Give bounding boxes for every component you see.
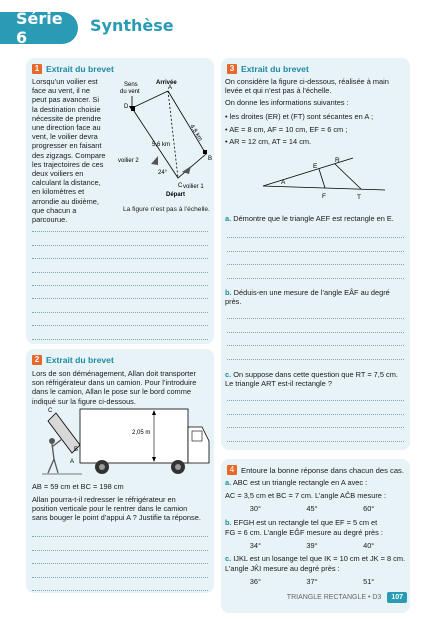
mcq-a-choices [227,504,397,513]
choice-option[interactable]: 36° [249,577,261,586]
question-text: Démontre que le triangle AEF est rectangle en E. [233,214,394,223]
mcq-b-line1 [225,518,377,527]
point-b: B [208,156,213,162]
point-a: A [70,459,75,465]
text-line: parcourue. [32,215,68,225]
text-line: position verticale pour le rentrer dans le camion [32,504,188,514]
text-line: son réfrigérateur dans un camion. Pour l’introduire [32,378,197,388]
mcq-a-line1 [225,478,367,487]
text-line: dans le camion, Allan le pose sur le bord comme [32,387,191,397]
exercise-3-title [227,64,309,74]
text-line: la destination choisie [32,104,101,114]
question-text: EFGH est un rectangle tel que EF = 5 cm et [233,518,378,527]
exercise-3-given: On donne les informations suivantes : [225,98,349,107]
answer-lines[interactable] [32,524,208,591]
text-line: arrondie au dixième, [32,196,99,206]
choice-option[interactable]: 39° [306,541,318,550]
exercise-2-box [26,349,214,593]
bullet-item: • AE = 8 cm, AF = 10 cm, EF = 6 cm ; [225,124,348,134]
question-b [225,288,409,306]
point-d: D [124,104,129,110]
length-label: 5,6 km [152,142,171,148]
point-c: C [48,408,53,414]
choice-option[interactable]: 40° [363,541,375,550]
exercise-1-title [32,64,114,74]
exercise-3-box [221,58,410,450]
mcq-b-choices [227,541,397,550]
exercise-2-text [32,369,212,406]
question-text: ABC est un triangle rectangle en A avec : [232,478,368,487]
point-t: T [357,194,361,201]
exercise-source: Extrait du brevet [46,355,114,365]
exercise-1-text [32,77,118,224]
text-line: levée et qui n’est pas à l’échelle. [225,86,332,96]
height-label: 2,05 m [132,430,151,436]
point-e: E [313,163,318,170]
answer-lines[interactable] [227,388,404,442]
line-ft [263,186,385,190]
truck-figure [42,407,212,479]
angle-label: 24° [158,170,168,176]
sailboat-figure [118,76,214,226]
text-line: peut pas avancer. Si [32,95,99,105]
wind-label: Sens [124,82,138,88]
page-title: Synthèse [90,16,174,35]
text-line: des zigzags. Compare [32,150,106,160]
exercise-number: 1 [32,64,42,74]
mcq-b-line2: FG = 6 cm. L’angle EĜF mesure au degré près : [225,528,383,537]
mcq-c-line2: L’angle JK̂I mesure au degré près : [225,564,340,573]
arrival-label: Arrivée [156,80,177,86]
chapter-label: TRIANGLE RECTANGLE • D3 [286,594,382,601]
text-line: deux voiliers en [32,169,84,179]
question-text: On suppose dans cette question que RT = 7,5 cm. [233,370,398,379]
right-angle-d [131,107,135,111]
boat-label: voilier 2 [118,158,139,164]
text-line: les trajectoires de ces [32,159,104,169]
point-b: B [74,447,79,453]
choice-option[interactable]: 37° [306,577,318,586]
page-header [0,9,435,47]
point-f: F [322,193,326,200]
point-a: A [281,179,286,186]
exercise-2-question [32,495,212,523]
triangle-figure [259,150,389,206]
answer-lines[interactable] [227,225,404,279]
exercise-3-intro [225,77,409,95]
choice-option[interactable]: 60° [363,504,375,513]
serie-tab: Série 6 [0,12,78,44]
segment-rt [335,164,361,189]
answer-lines[interactable] [32,219,208,340]
mcq-c-line1 [225,554,405,563]
text-line: vent, le voilier devra [32,132,98,142]
wind-label: du vent [120,89,140,95]
exercise-1-box [26,58,214,344]
question-letter: b. [225,288,232,297]
bullet-item: • les droites (ER) et (FT) sont sécantes en A ; [225,112,373,121]
point-c: C [178,183,183,189]
wheel-hub [99,464,105,470]
text-line: progresser en faisant [32,141,102,151]
exercise-number: 4 [227,465,237,475]
page-footer [287,592,407,603]
text-line: Allan pourra-t-il redresser le réfrigérateur en [32,495,176,504]
text-line: sans bouger le point d’appui A ? Justifie ta réponse. [32,513,201,523]
person-body [48,439,62,473]
text-line: que chacun a [32,205,77,215]
page-number: 107 [387,592,407,603]
truck-box [80,409,188,463]
boat-2-icon [151,156,158,165]
boat-1-icon [182,166,191,174]
wheel-hub [175,464,181,470]
text-line: une direction face au [32,123,101,133]
choice-option[interactable]: 30° [249,504,261,513]
exercise-source: Extrait du brevet [46,64,114,74]
mcq-c-choices [227,577,397,586]
mcq-a-line2: AC = 3,5 cm et BC = 7 cm. L’angle AĈB mesure : [225,491,387,500]
text-line: face au vent, il ne [32,86,90,96]
exercise-number: 2 [32,355,42,365]
question-text: IJKL est un losange tel que IK = 10 cm et JK = 8 cm. [233,554,406,563]
figure-note: La figure n’est pas à l’échelle. [123,206,210,213]
exercise-3-bullets [225,111,409,149]
text-line: Lors de son déménagement, Allan doit transporter [32,369,196,378]
text-line: On considère la figure ci-dessous, réalisée à main [225,77,389,86]
answer-lines[interactable] [227,306,404,360]
choice-option[interactable]: 51° [363,577,375,586]
exercise-2-data: AB = 59 cm et BC = 198 cm [32,482,124,491]
point-r: R [335,157,340,164]
text-line: en kilomètres et [32,187,85,197]
exercise-2-title [32,355,114,365]
question-letter: a. [225,214,232,223]
question-text: près. [225,297,242,307]
text-line: indiqué sur la figure ci-dessous. [32,396,136,406]
question-letter: a. [225,478,232,487]
text-line: Lorsqu’un voilier est [32,77,98,86]
question-letter: b. [225,518,232,527]
truck-window [192,431,202,441]
exercise-4-title [227,465,404,475]
text-line: calculant la distance, [32,178,101,188]
point-a: A [168,85,173,91]
exercise-instruction: Entoure la bonne réponse dans chacun des cas. [241,465,404,475]
exercise-4-box [221,459,410,613]
choice-option[interactable]: 45° [306,504,318,513]
question-text: Le triangle ART est-il rectangle ? [225,379,332,389]
question-a [225,214,394,223]
exercise-number: 3 [227,64,237,74]
right-angle-b [203,150,207,154]
exercise-source: Extrait du brevet [241,64,309,74]
choice-option[interactable]: 34° [249,541,261,550]
question-c [225,370,409,388]
person-head [49,438,55,444]
length-label: 4,8 km [188,123,203,143]
boat-label: voilier 1 [183,184,204,190]
departure-label: Départ [166,192,186,198]
question-letter: c. [225,554,232,563]
question-letter: c. [225,370,232,379]
segment-ef [319,169,325,188]
question-text: Déduis-en une mesure de l’angle EÂF au degré [233,288,390,297]
bullet-item: • AR = 12 cm, AT = 14 cm. [225,137,312,147]
text-line: nécessite de prendre [32,113,102,123]
